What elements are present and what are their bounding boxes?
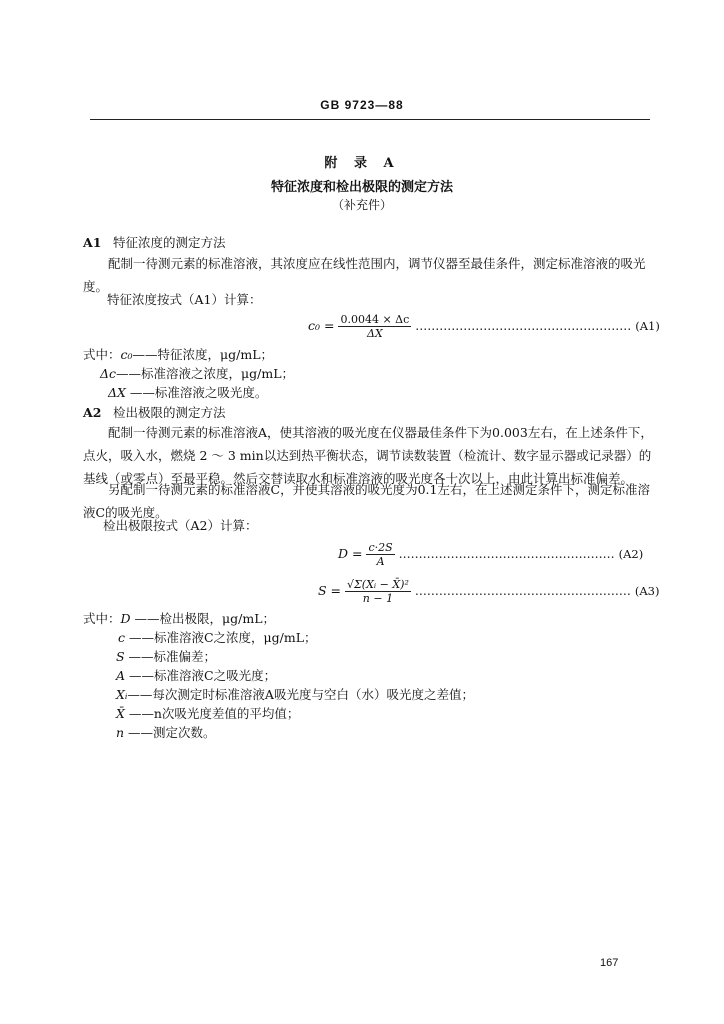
definition-row [116, 723, 216, 741]
page-number: 167 [600, 957, 619, 969]
appendix-title: 特征浓度和检出极限的测定方法 [270, 180, 453, 195]
definition-row [116, 704, 299, 722]
formula-lhs: c₀ = [308, 318, 335, 333]
section-a2-paragraph-1: 配制一待测元素的标准溶液A，使其溶液的吸光度在仪器最佳条件下为0.003左右，在上述条件下，点火，吸入水，燃烧 2 ～ 3 min以达到热平衡状态，调节读数装置（检流计、数字显示器或记录器）的基线（或零点）至最平稳。然后交替读取水和标准溶液的吸光度各十次以上，由此计算出标准偏差。 [83, 425, 653, 486]
section-title: 检出极限的测定方法 [113, 405, 226, 420]
definition-row [116, 685, 474, 703]
section-a1-paragraph: 配制一待测元素的标准溶液，其浓度应在线性范围内，调节仪器至最佳条件，测定标准溶液的吸光度。 [83, 256, 646, 294]
formula-a3 [318, 578, 659, 605]
definition-symbol: X̄ [116, 706, 125, 721]
standard-header: GB 9723—88 [320, 98, 404, 112]
leader-dots: ……………………………………………… [398, 547, 615, 561]
section-a2-paragraph-2: 另配制一待测元素的标准溶液C，并使其溶液的吸光度为0.1左右，在上述测定条件下，测定标准溶液C的吸光度。 [83, 482, 650, 520]
definition-row [83, 345, 273, 363]
definition-symbol: S [116, 649, 125, 664]
definition-text: ——标准溶液之浓度，μg/mL； [116, 366, 295, 381]
appendix-subtitle: （补充件） [331, 198, 392, 212]
definition-row [118, 628, 317, 646]
definition-row [116, 666, 276, 684]
definition-prefix: 式中： [83, 347, 121, 362]
formula-denominator: n − 1 [362, 592, 394, 605]
definition-row [108, 383, 267, 401]
definition-symbol: Δc [100, 366, 117, 381]
definition-prefix: 式中： [83, 611, 121, 626]
definition-symbol: Xᵢ [116, 687, 128, 702]
section-number: A1 [83, 235, 102, 250]
definition-row [83, 609, 275, 627]
formula-numerator: 0.0044 × Δc [340, 313, 410, 326]
formula-a2-intro: 检出极限按式（A2）计算： [103, 518, 258, 533]
leader-dots: ……………………………………………… [414, 584, 631, 598]
section-a2-heading [83, 403, 226, 421]
formula-numerator: c·2S [368, 541, 393, 554]
definition-text: ——标准溶液之吸光度。 [125, 385, 268, 400]
equation-number: (A2) [618, 547, 644, 561]
leader-dots: ……………………………………………… [415, 319, 632, 333]
formula-a1-intro: 特征浓度按式（A1）计算： [107, 292, 262, 307]
definition-symbol: n [116, 725, 125, 740]
equation-number: (A3) [634, 584, 660, 598]
formula-a1 [308, 313, 660, 340]
formula-denominator: A [376, 555, 385, 568]
appendix-label: 附 录 A [324, 156, 400, 171]
formula-fraction [338, 313, 411, 340]
definition-symbol: A [116, 668, 126, 683]
formula-numerator: √Σ(Xᵢ − X̄)² [347, 578, 409, 591]
definition-text: ——特征浓度，μg/mL； [132, 347, 274, 362]
definition-text: ——n次吸光度差值的平均值； [124, 706, 300, 721]
definition-text: ——测定次数。 [124, 725, 216, 740]
formula-lhs: D = [338, 546, 363, 561]
equation-number: (A1) [635, 319, 660, 333]
definition-text: ——标准溶液C之浓度，μg/mL； [125, 630, 317, 645]
definition-symbol: D [120, 611, 131, 626]
formula-fraction [366, 541, 394, 568]
formula-denominator: ΔX [366, 327, 383, 340]
formula-a2 [338, 541, 643, 568]
definition-row [116, 647, 216, 665]
definition-text: ——标准偏差； [124, 649, 217, 664]
section-title: 特征浓度的测定方法 [113, 235, 226, 250]
formula-fraction [345, 578, 411, 605]
formula-lhs: S = [318, 583, 342, 598]
definition-symbol: c [118, 630, 126, 645]
definition-text: ——每次测定时标准溶液A吸光度与空白（水）吸光度之差值； [127, 687, 474, 702]
definition-text: ——标准溶液C之吸光度； [125, 668, 277, 683]
section-a1-heading [83, 233, 226, 251]
definition-symbol: ΔX [108, 385, 126, 400]
definition-symbol: c₀ [120, 347, 133, 362]
header-rule [90, 119, 650, 120]
definition-text: ——检出极限，μg/mL； [130, 611, 276, 626]
section-number: A2 [83, 405, 102, 420]
definition-row [100, 364, 294, 382]
